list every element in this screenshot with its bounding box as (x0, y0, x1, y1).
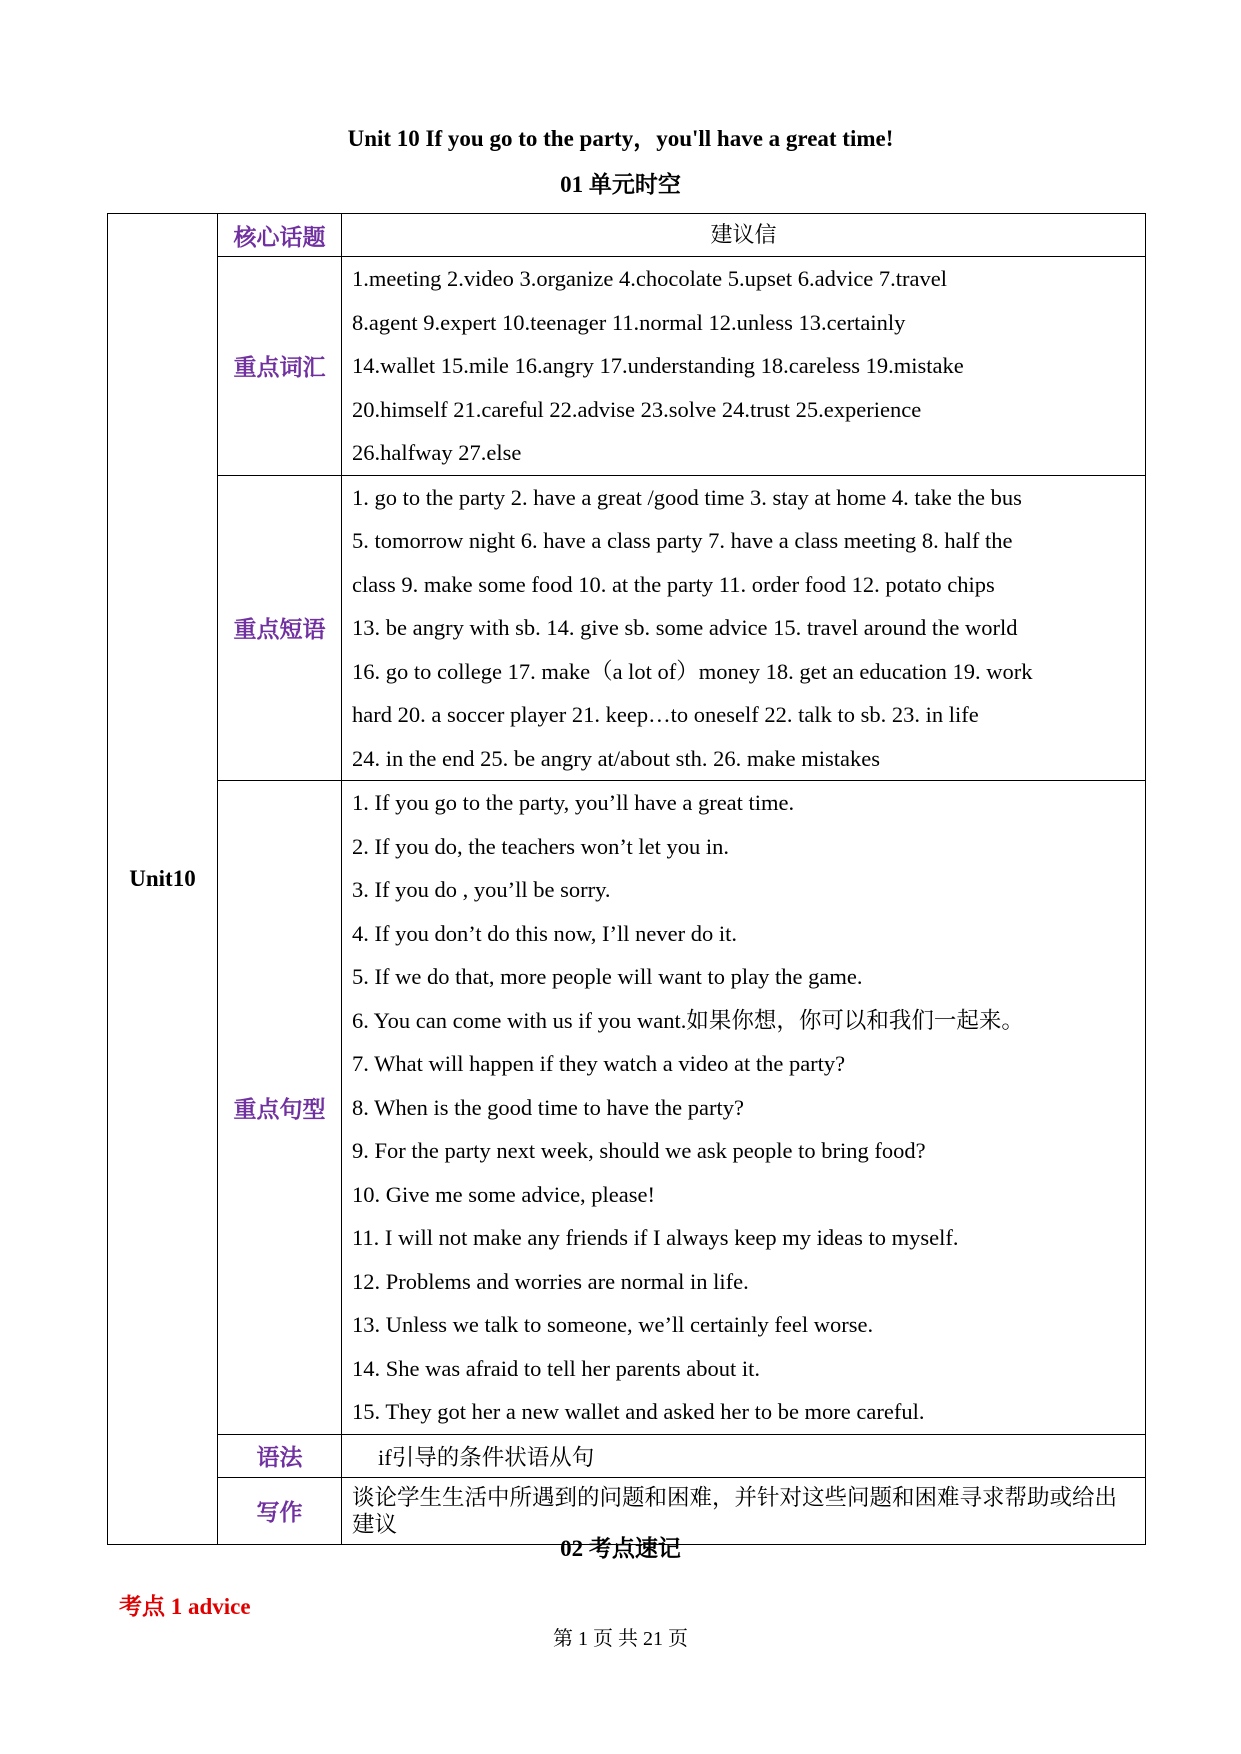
sentences-label: 重点句型 (218, 781, 342, 1435)
sentence-line: 7. What will happen if they watch a video at the party? (352, 1051, 846, 1076)
topic-value: 建议信 (342, 214, 1146, 257)
writing-label: 写作 (218, 1477, 342, 1544)
phrase-line: 5. tomorrow night 6. have a class party 7. have a class meeting 8. half the (352, 528, 1013, 553)
sentence-line: 2. If you do, the teachers won’t let you in. (352, 833, 729, 859)
sentences-content (342, 781, 1146, 1435)
phrase-line: hard 20. a soccer player 21. keep…to oneself 22. talk to sb. 23. in life (352, 702, 979, 727)
section-heading-2: 02 考点速记 (560, 1536, 681, 1561)
topic-row (108, 214, 1146, 257)
phrase-line: 16. go to college 17. make（a lot of）money 18. get an education 19. work (352, 658, 1033, 684)
keypoint-heading: 考点 1 advice (119, 1594, 251, 1619)
phrases-label: 重点短语 (218, 475, 342, 781)
sentence-line: 5. If we do that, more people will want to play the game. (352, 964, 863, 989)
phrase-line: 13. be angry with sb. 14. give sb. some advice 15. travel around the world (352, 615, 1018, 640)
vocab-row (108, 257, 1146, 476)
topic-label: 核心话题 (218, 214, 342, 257)
vocab-content (342, 257, 1146, 476)
section-heading-1: 01 单元时空 (560, 172, 681, 197)
sentence-line: 12. Problems and worries are normal in life. (352, 1268, 749, 1294)
vocab-line: 8.agent 9.expert 10.teenager 11.normal 12.unless 13.certainly (352, 309, 906, 335)
sentence-line: 3. If you do , you’ll be sorry. (352, 877, 611, 902)
sentence-line: 11. I will not make any friends if I always keep my ideas to myself. (352, 1225, 959, 1250)
phrase-line: class 9. make some food 10. at the party 11. order food 12. potato chips (352, 571, 995, 597)
sentence-line: 8. When is the good time to have the party? (352, 1094, 744, 1120)
vocab-line: 26.halfway 27.else (352, 440, 522, 465)
sentences-row (108, 781, 1146, 1435)
sentence-line: 1. If you go to the party, you’ll have a great time. (352, 790, 795, 815)
sentence-line: 10. Give me some advice, please! (352, 1181, 656, 1207)
unit-label: Unit10 (108, 214, 218, 1545)
sentence-line: 4. If you don’t do this now, I’ll never do it. (352, 920, 737, 946)
phrases-content (342, 475, 1146, 781)
grammar-label: 语法 (218, 1434, 342, 1477)
vocab-line: 14.wallet 15.mile 16.angry 17.understanding 18.careless 19.mistake (352, 353, 964, 378)
sentence-line: 14. She was afraid to tell her parents about it. (352, 1355, 761, 1381)
sentence-line: 13. Unless we talk to someone, we’ll certainly feel worse. (352, 1312, 874, 1337)
grammar-row (108, 1434, 1146, 1477)
vocab-line: 20.himself 21.careful 22.advise 23.solve 24.trust 25.experience (352, 396, 922, 422)
sentence-line: 9. For the party next week, should we ask people to bring food? (352, 1138, 926, 1163)
vocab-line: 1.meeting 2.video 3.organize 4.chocolate 5.upset 6.advice 7.travel (352, 266, 948, 291)
grammar-value: if引导的条件状语从句 (342, 1434, 1146, 1477)
page-title: Unit 10 If you go to the party，you'll have a great time! (347, 126, 894, 151)
page-footer: 第 1 页 共 21 页 (553, 1628, 688, 1650)
sentence-line: 15. They got her a new wallet and asked her to be more careful. (352, 1399, 925, 1424)
phrase-line: 24. in the end 25. be angry at/about sth. 26. make mistakes (352, 745, 881, 771)
phrase-line: 1. go to the party 2. have a great /good time 3. stay at home 4. take the bus (352, 484, 1022, 510)
unit-overview-table (107, 213, 1146, 1545)
phrases-row (108, 475, 1146, 781)
vocab-label: 重点词汇 (218, 257, 342, 476)
writing-value: 谈论学生生活中所遇到的问题和困难，并针对这些问题和困难寻求帮助或给出建议 (342, 1477, 1146, 1544)
sentence-line: 6. You can come with us if you want.如果你想，你可以和我们一起来。 (352, 1007, 1024, 1033)
